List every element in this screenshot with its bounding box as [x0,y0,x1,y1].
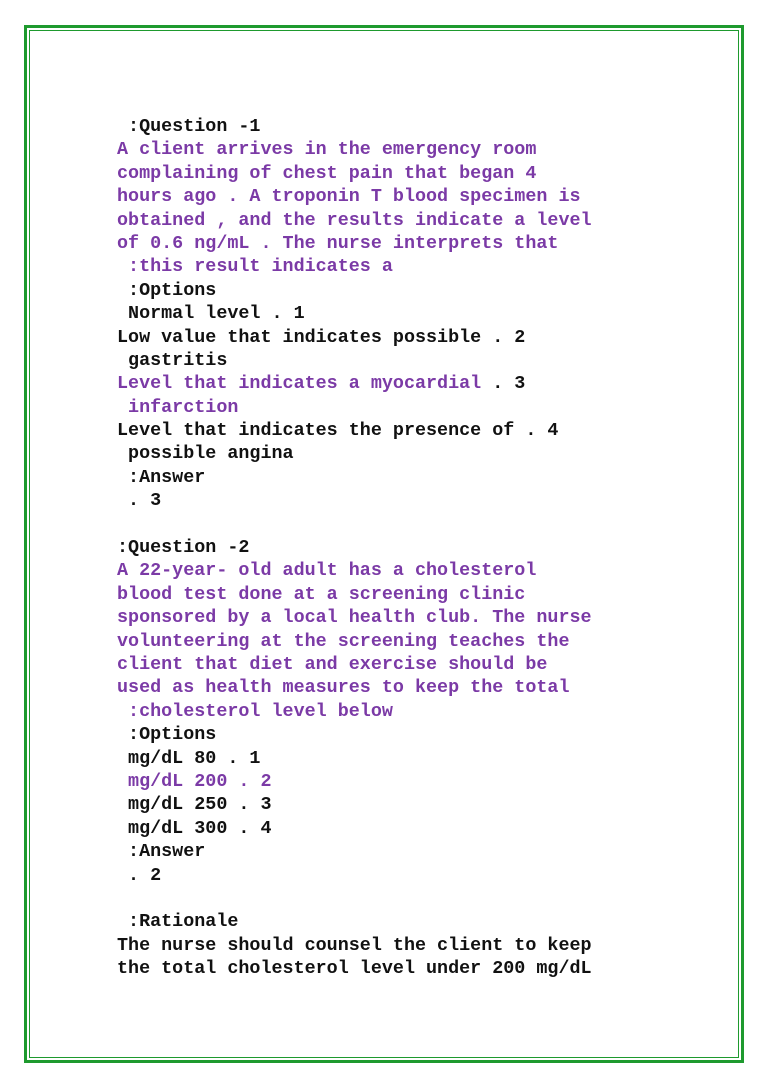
text-line [117,770,697,793]
text-line [117,864,697,887]
text-line [117,817,697,840]
line-text: Normal level . 1 [117,303,305,325]
line-text: mg/dL 250 . 3 [117,794,272,816]
line-text: :cholesterol level below [117,700,393,722]
line-text: infarction [117,396,239,418]
line-text: the total cholesterol level under 200 mg/dL [117,958,592,980]
text-line [117,162,697,185]
text-line [117,115,697,138]
line-text: Level that indicates a myocardial [117,373,482,395]
text-line [117,583,697,606]
line-text: blood test done at a screening clinic [117,583,526,605]
line-text: Low value that indicates possible . 2 [117,326,526,348]
line-text: :Question -2 [117,537,250,559]
text-line [117,957,697,980]
line-text: mg/dL 200 . 2 [117,770,272,792]
line-text: :Question -1 [117,116,261,137]
text-line [117,302,697,325]
text-line [117,185,697,208]
text-line [117,653,697,676]
blank-line [117,887,697,910]
line-text: The nurse should counsel the client to keep [117,934,592,956]
text-line [117,536,697,559]
line-text: complaining of chest pain that began 4 [117,162,537,184]
text-line [117,676,697,699]
text-line [117,934,697,957]
text-line [117,840,697,863]
text-line [117,747,697,770]
line-text: . 3 [117,490,162,512]
text-line [117,489,697,512]
line-number-suffix: . 3 [481,373,526,395]
text-line [117,396,697,419]
text-line [117,326,697,349]
text-line [117,209,697,232]
line-text: gastritis [117,349,228,371]
line-text: :Answer [117,466,206,488]
line-text: A 22-year- old adult has a cholesterol [117,560,537,582]
line-text: mg/dL 300 . 4 [117,817,272,839]
line-text: :Answer [117,841,206,863]
document-body [117,115,697,980]
text-line [117,466,697,489]
text-line [117,700,697,723]
line-text: hours ago . A troponin T blood specimen is [117,186,581,208]
line-text: possible angina [117,443,294,465]
line-text: mg/dL 80 . 1 [117,747,261,769]
line-text: obtained , and the results indicate a level [117,209,592,231]
text-line [117,279,697,302]
line-text: volunteering at the screening teaches the [117,630,570,652]
text-line [117,606,697,629]
text-line [117,255,697,278]
text-line [117,372,697,395]
text-line [117,793,697,816]
text-line [117,349,697,372]
text-line [117,138,697,161]
line-text: :Options [117,279,217,301]
line-text: Level that indicates the presence of . 4 [117,420,559,442]
blank-line [117,513,697,536]
line-text: sponsored by a local health club. The nurse [117,607,592,629]
line-text: :this result indicates a [117,256,393,278]
line-text: . 2 [117,864,162,886]
line-text: used as health measures to keep the total [117,677,570,699]
text-line [117,419,697,442]
text-line [117,442,697,465]
text-line [117,723,697,746]
line-text: :Rationale [117,911,239,933]
line-text: A client arrives in the emergency room [117,139,537,161]
text-line [117,232,697,255]
text-line [117,559,697,582]
line-text: of 0.6 ng/mL . The nurse interprets that [117,232,559,254]
line-text: client that diet and exercise should be [117,653,548,675]
text-line [117,910,697,933]
text-line [117,630,697,653]
line-text: :Options [117,724,217,746]
